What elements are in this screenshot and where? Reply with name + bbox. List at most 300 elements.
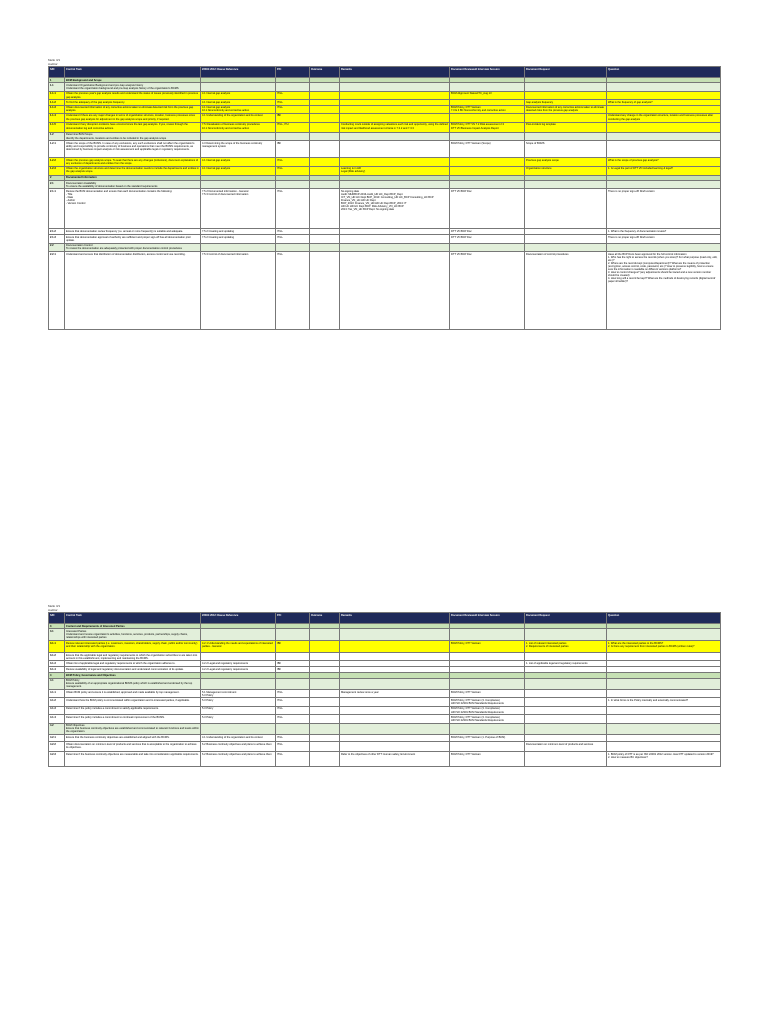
cell-control-task: Understand Organization Background and pre-Gap analysis history Understand the organization background and pre-Gap analysis history of the organization's BCMS bbox=[65, 83, 201, 91]
cell-control-task: BCM Policy, Governance and Objectives bbox=[65, 673, 201, 678]
cell-document-request: Documentation of control procedures bbox=[525, 252, 607, 330]
cell-remarks: Management review once a year bbox=[340, 690, 450, 698]
cell-sn: 4 bbox=[49, 673, 65, 678]
cell-outcome bbox=[310, 629, 340, 640]
cell-remarks bbox=[340, 180, 450, 188]
cell-control-task: Obtain list of applicable legal and regulatory requirements to which the organization adheres to. bbox=[65, 661, 201, 667]
table-row bbox=[49, 723, 721, 734]
cell-document-request bbox=[525, 723, 607, 734]
cell-document-reviewed bbox=[450, 132, 525, 140]
cell-clause-reference: 5.3 Policy bbox=[201, 698, 276, 706]
cell-remarks bbox=[340, 723, 450, 734]
cell-question bbox=[607, 678, 721, 689]
cell-sn: 4.1 bbox=[49, 678, 65, 689]
cell-pc bbox=[276, 629, 310, 640]
table-row bbox=[49, 678, 721, 689]
cell-question bbox=[607, 141, 721, 158]
cell-clause-reference: 7.5.2 Documented information - General 7.5.3 Control of documented information bbox=[201, 189, 276, 229]
cell-outcome bbox=[310, 180, 340, 188]
cell-remarks: Conducting mock outside of assigning valuations each risk and opportunity, using the defined risk impact and likelihood assessment criteria in 7.3.2 and 7.3.3 bbox=[340, 122, 450, 132]
table-header-row bbox=[49, 67, 721, 78]
cell-pc: IT/LL bbox=[276, 690, 310, 698]
cell-remarks bbox=[340, 706, 450, 714]
cell-remarks bbox=[340, 83, 450, 91]
cell-sn: 3.1.1 bbox=[49, 640, 65, 652]
table-row bbox=[49, 189, 721, 229]
table-row bbox=[49, 715, 721, 723]
cell-clause-reference: 4.1 Internal gap analysis bbox=[201, 91, 276, 99]
cell-control-task: Obtain documented information of any corrective actions taken to eliminate detected risk from the previous gap analysis. bbox=[65, 105, 201, 113]
table-row bbox=[49, 629, 721, 640]
cell-pc: IBF bbox=[276, 141, 310, 158]
cell-sn: 1.1.2 bbox=[49, 100, 65, 105]
cell-clause-reference: 4.2.1 Understanding the needs and expectations of interested parties - General bbox=[201, 640, 276, 652]
cell-outcome bbox=[310, 83, 340, 91]
cell-document-request bbox=[525, 652, 607, 660]
cell-sn: 1.2 bbox=[49, 132, 65, 140]
cell-control-task: Review availability of legal and regulatory documentation and understand communication of its update. bbox=[65, 667, 201, 673]
cell-document-request: Documentation on minimum level of products and services bbox=[525, 742, 607, 752]
cell-sn: 3.1.2 bbox=[49, 652, 65, 660]
cell-document-reviewed: BCM Policy, DTT Vietnam (3. Compliance) HR ISO 22301 BCM Standards Requirements bbox=[450, 706, 525, 714]
cell-document-request bbox=[525, 235, 607, 243]
cell-document-reviewed bbox=[450, 166, 525, 175]
cell-control-task: Obtain the organization structure and determine the documentation needs to include the departments and entities in the gap analysis scope. bbox=[66, 167, 199, 174]
cell-question bbox=[607, 105, 721, 113]
cell-remarks bbox=[340, 742, 450, 752]
cell-question bbox=[607, 690, 721, 698]
cell-outcome bbox=[310, 752, 340, 767]
cell-outcome bbox=[310, 742, 340, 752]
cell-sn: 4.1.4 bbox=[49, 715, 65, 723]
table-row bbox=[49, 83, 721, 91]
cell-document-request bbox=[525, 706, 607, 714]
cell-document-request bbox=[525, 243, 607, 251]
column-header-control-task: Control Task bbox=[65, 613, 201, 624]
cell-clause-reference: 6.2 Business continuity objectives and plans to achieve them bbox=[201, 742, 276, 752]
cell-pc: IT/LL bbox=[276, 706, 310, 714]
cell-pc: IT/LL, ITH bbox=[276, 122, 310, 132]
cell-pc: IT/LL bbox=[276, 229, 310, 235]
cell-control-task: Interested Parties Understand and review organization's activities, functions, services, products, partnerships, supply chains, relationships with interested parties bbox=[65, 629, 201, 640]
cell-question: There is no proper sign-off/ Draft version bbox=[607, 235, 721, 243]
cell-document-request bbox=[525, 629, 607, 640]
cell-remarks bbox=[340, 698, 450, 706]
cell-clause-reference bbox=[201, 678, 276, 689]
cell-control-task: Understand if there are any major changes in terms of organization structure, location, business processes since the previous gap analysis for adjustment in the gap analysis scope and priority, if required. bbox=[65, 113, 201, 122]
cell-control-task: BCM Background and Scope bbox=[65, 78, 201, 83]
cell-pc bbox=[276, 652, 310, 660]
cell-document-request bbox=[525, 91, 607, 99]
column-header-control-task: Control Task bbox=[65, 67, 201, 78]
cell-control-task: Documentation Availability To ensure the availability of documentation based on the standard requirements bbox=[65, 180, 201, 188]
cell-document-reviewed: BCM Policy, DTT Vietnam (3. Compliance) HR ISO 22301 BCM Standards Requirements bbox=[450, 715, 525, 723]
cell-document-reviewed: DTT VN BCP Doc bbox=[450, 229, 525, 235]
cell-document-request bbox=[525, 715, 607, 723]
cell-clause-reference bbox=[201, 132, 276, 140]
cell-clause-reference: 6.2 Business continuity objectives and plans to achieve them bbox=[201, 752, 276, 767]
cell-remarks bbox=[340, 629, 450, 640]
cell-question bbox=[607, 132, 721, 140]
cell-remarks bbox=[340, 640, 450, 652]
cell-document-reviewed bbox=[450, 742, 525, 752]
cell-sn: 1.1 bbox=[49, 83, 65, 91]
cell-document-request: Organization structure bbox=[525, 166, 607, 175]
cell-clause-reference: 4.1 Internal gap analysis 10.1 Nonconformity and corrective action bbox=[201, 105, 276, 113]
column-header-document-request: Document Request bbox=[525, 613, 607, 624]
cell-sn: 2.1.2 bbox=[49, 229, 65, 235]
cell-sn: 2.1 bbox=[49, 180, 65, 188]
cell-remarks bbox=[340, 235, 450, 243]
page-1-meta bbox=[48, 58, 720, 66]
cell-sn: 4.2.2 bbox=[49, 742, 65, 752]
cell-sn: 1.1.5 bbox=[49, 122, 65, 132]
cell-outcome bbox=[310, 698, 340, 706]
cell-control-task: Understand how the BCM policy is communicated within organization and to interested parties, if applicable. bbox=[65, 698, 201, 706]
cell-clause-reference: 4.1 Understanding of the organization and its context bbox=[201, 113, 276, 122]
cell-outcome bbox=[310, 652, 340, 660]
cell-question: Understand any change in the organization structure, location and business processes after conducting the gap analysis bbox=[607, 113, 721, 122]
cell-pc: IBF bbox=[276, 661, 310, 667]
column-header-clause-reference: 22301:2012 Clause Reference bbox=[201, 67, 276, 78]
cell-document-request: Documented information of any corrective actions taken to eliminate detected risks from the previous gap analysis bbox=[525, 105, 607, 113]
table-row bbox=[49, 690, 721, 698]
cell-control-task: Review relevant interested parties (i.e. customers, investors, shareholders, supply chain, public and/or community) and their relationship with the organization. bbox=[65, 640, 201, 652]
cell-clause-reference: 4.1 Understanding of the organization and its context bbox=[201, 735, 276, 742]
cell-clause-reference bbox=[201, 652, 276, 660]
cell-outcome bbox=[310, 158, 340, 166]
cell-sn: 3 bbox=[49, 624, 65, 629]
cell-outcome bbox=[310, 141, 340, 158]
cell-control-task: Documentation Control To review the documentation are adequately protected with proper documentation control procedures bbox=[65, 243, 201, 251]
cell-question: 1. Is Legal the part of DTT VN included learning & legal? bbox=[607, 166, 721, 175]
table-row bbox=[49, 252, 721, 330]
cell-clause-reference: 5.1 Management commitment 5.3 Policy bbox=[201, 690, 276, 698]
cell-sn: 4.1.2 bbox=[49, 698, 65, 706]
column-header-remarks: Remarks bbox=[340, 613, 450, 624]
cell-question bbox=[607, 706, 721, 714]
table-row bbox=[49, 113, 721, 122]
table-header-row bbox=[49, 613, 721, 624]
cell-document-request: Previous gap analysis scope bbox=[525, 158, 607, 166]
page-2-meta bbox=[48, 604, 720, 612]
cell-document-reviewed: BCM Policy, DTT Vietnam (3. Compliance) HR ISO 22301 BCM Standards Requirements bbox=[450, 698, 525, 706]
cell-document-request bbox=[525, 690, 607, 698]
sheet-page-2 bbox=[48, 604, 720, 767]
cell-clause-reference: 4.1 Internal gap analysis bbox=[201, 166, 276, 175]
cell-document-request: Gap analysis frequency bbox=[525, 100, 607, 105]
cell-question bbox=[607, 243, 721, 251]
cell-question bbox=[607, 715, 721, 723]
cell-outcome bbox=[310, 189, 340, 229]
column-header-question: Question bbox=[607, 67, 721, 78]
cell-outcome bbox=[310, 166, 340, 175]
table-row bbox=[49, 166, 721, 175]
cell-question: 1. What is the frequency of documentation review? bbox=[607, 229, 721, 235]
cell-document-request bbox=[525, 752, 607, 767]
cell-pc: IBF bbox=[276, 667, 310, 673]
cell-pc: IT/LL bbox=[276, 735, 310, 742]
cell-outcome bbox=[310, 706, 340, 714]
table-row bbox=[49, 132, 721, 140]
cell-outcome bbox=[310, 735, 340, 742]
page-1-meta-line-1: Mello 3/1 bbox=[48, 58, 61, 62]
cell-outcome bbox=[310, 132, 340, 140]
cell-control-task: Ensure that the business continuity objectives are established and aligned with the BCMS. bbox=[65, 735, 201, 742]
cell-question bbox=[607, 180, 721, 188]
cell-pc: IT/LL bbox=[276, 698, 310, 706]
column-header-sn: S/N bbox=[49, 67, 65, 78]
cell-clause-reference: 5.3 Policy bbox=[201, 715, 276, 723]
cell-pc: IT/LL bbox=[276, 235, 310, 243]
cell-control-task: Ensure that the applicable legal and regulatory requirements to which the organization subscribes to are taken into account in this establishment, implementing and maintaining the BCMS. bbox=[65, 652, 201, 660]
cell-control-task: Obtain documentation on minimum level of products and services that is acceptable to the organization to achieve its objectives. bbox=[65, 742, 201, 752]
column-header-remarks: Remarks bbox=[340, 67, 450, 78]
cell-document-reviewed: BCM Alignment Status/ITC_Aug 13 bbox=[450, 91, 525, 99]
cell-remarks bbox=[340, 141, 450, 158]
cell-sn: 1 bbox=[49, 78, 65, 83]
cell-control-task: Ensure that documentation review frequency (i.e. annual or more frequently) is suitable and adequate. bbox=[65, 229, 201, 235]
audit-checklist-table-1 bbox=[48, 66, 721, 330]
cell-control-task: Obtain the previous year's gap analysis results and understand the status of issues previously identified in previous gap analysis. bbox=[65, 91, 201, 99]
cell-document-reviewed: BCM Policy, DTT VN 7.2 Risk assessment 2.3 DTT VN Business Impact Analysis Report bbox=[450, 122, 525, 132]
cell-pc: IT/LL bbox=[276, 105, 310, 113]
table-row bbox=[49, 698, 721, 706]
cell-pc: IBF bbox=[276, 640, 310, 652]
cell-remarks bbox=[340, 678, 450, 689]
cell-control-task: Ensure that documentation approval of authority are sufficient and proper sign-off has all documentation prior update. bbox=[65, 235, 201, 243]
column-header-document-request: Document Request bbox=[525, 67, 607, 78]
cell-control-task: BCM Policy Ensure availability of an appropriate organizational BCMS policy which is established and endorsed by the top management. bbox=[65, 678, 201, 689]
cell-pc: IT/LL bbox=[276, 158, 310, 166]
cell-pc: IT/LL bbox=[276, 715, 310, 723]
cell-control-task: To find the adequacy of the gap analysis frequency. bbox=[65, 100, 201, 105]
cell-document-reviewed bbox=[450, 180, 525, 188]
table-row bbox=[49, 735, 721, 742]
cell-remarks: Learning is in HR Legal (Risk advisory) bbox=[340, 166, 450, 175]
cell-clause-reference bbox=[201, 629, 276, 640]
cell-outcome bbox=[310, 91, 340, 99]
column-header-outcome: Outcome bbox=[310, 613, 340, 624]
cell-pc: IBF bbox=[276, 113, 310, 122]
cell-question: Have all the BCP Docs been approved for the full control information 1. Who has the right to access the records (when you store)? For what purpose (read only, edit, etc.)? 2. Where are the records kept (computer/department)? What are the means of protection (encryption, access control, code, password, etc.)? How to preserve legibility, how to ensure sure the information is readable on different versions platforms? 3. How to control changes? (any adjustments should be traced and a new version number should be created) 4. How long will a record be kept? What are the methods of destroying records (digital record/ paper shredder)? bbox=[607, 252, 721, 330]
cell-sn: 4.1.1 bbox=[49, 690, 65, 698]
cell-remarks bbox=[340, 735, 450, 742]
table-row bbox=[49, 141, 721, 158]
cell-control-task: Documented Information bbox=[65, 175, 201, 180]
cell-sn: 1.2.3 bbox=[49, 166, 65, 175]
cell-control-task: BCM Objectives Ensure that business continuity objectives are established and communicated to relevant functions and levels within the organization. bbox=[66, 724, 199, 734]
cell-document-request: Post-incident log template bbox=[525, 122, 607, 132]
cell-clause-reference bbox=[201, 83, 276, 91]
cell-sn: 2.2.1 bbox=[49, 252, 65, 330]
cell-document-reviewed: BCM Policy, DTT Vietnam (Scope) bbox=[450, 141, 525, 158]
cell-document-request bbox=[525, 180, 607, 188]
cell-sn: 3.1.4 bbox=[49, 667, 65, 673]
page-2-meta-line-2: Auditor: bbox=[48, 608, 59, 612]
cell-remarks bbox=[340, 105, 450, 113]
cell-pc bbox=[276, 180, 310, 188]
cell-outcome bbox=[310, 105, 340, 113]
cell-remarks bbox=[340, 158, 450, 166]
cell-sn: 4.2.3 bbox=[49, 752, 65, 767]
cell-pc: IT/LL bbox=[276, 189, 310, 229]
audit-checklist-table-2 bbox=[48, 612, 721, 767]
cell-outcome bbox=[310, 690, 340, 698]
cell-question: 1. BCM policy of DTT is as per ISO 22301 2012 version. Has DTT updated to version 2019? 2. How to measure BC objectives? bbox=[607, 752, 721, 767]
cell-clause-reference: 4.2.2 Legal and regulatory requirements bbox=[201, 661, 276, 667]
cell-question: 1. What are the interested parties to the BCMS? 2. Is there any requirement from interested parties to BCMS (written rules)? bbox=[607, 640, 721, 652]
cell-question bbox=[607, 91, 721, 99]
cell-outcome bbox=[310, 243, 340, 251]
table-row bbox=[49, 243, 721, 251]
table-row bbox=[49, 742, 721, 752]
table-row bbox=[49, 105, 721, 113]
cell-document-reviewed bbox=[450, 113, 525, 122]
cell-question: What is the frequency of gap analysis? bbox=[607, 100, 721, 105]
table-row bbox=[49, 235, 721, 243]
cell-clause-reference: 7.5.2 Creating and updating bbox=[201, 229, 276, 235]
table-row bbox=[49, 180, 721, 188]
cell-remarks bbox=[340, 652, 450, 660]
cell-document-reviewed: BCM Policy, DTT Vietnam bbox=[450, 690, 525, 698]
cell-outcome bbox=[310, 252, 340, 330]
cell-sn: 1.1.4 bbox=[49, 113, 65, 122]
cell-document-request bbox=[525, 113, 607, 122]
cell-document-request bbox=[525, 83, 607, 91]
cell-pc: IT/LL bbox=[276, 166, 310, 175]
table-row bbox=[49, 652, 721, 660]
cell-pc bbox=[276, 723, 310, 734]
cell-question bbox=[607, 723, 721, 734]
cell-sn: 4.2.1 bbox=[49, 735, 65, 742]
cell-clause-reference: 5.3 Policy bbox=[201, 706, 276, 714]
cell-pc: IT/LL bbox=[276, 100, 310, 105]
cell-outcome bbox=[310, 715, 340, 723]
cell-document-request bbox=[525, 678, 607, 689]
cell-question bbox=[607, 652, 721, 660]
cell-control-task: Determine if the policy includes a commitment to satisfy applicable requirements. bbox=[65, 706, 201, 714]
cell-document-reviewed: DTT VN BCP Doc bbox=[450, 189, 525, 229]
sheet-page-1 bbox=[48, 58, 720, 330]
column-header-outcome: Outcome bbox=[310, 67, 340, 78]
cell-document-reviewed: DTT VN BCP Doc bbox=[450, 235, 525, 243]
cell-document-reviewed: BCM Policy, DTT Vietnam (1. Purpose of BCM) bbox=[450, 735, 525, 742]
cell-control-task: Understand if any disruption incidents have occurred since the last gap analysis. If yes, review through the documentation log and corrective actions. bbox=[65, 122, 201, 132]
cell-document-reviewed bbox=[450, 723, 525, 734]
cell-document-reviewed bbox=[450, 652, 525, 660]
table-row bbox=[49, 706, 721, 714]
cell-clause-reference bbox=[201, 723, 276, 734]
column-header-pc: P/C bbox=[276, 67, 310, 78]
cell-outcome bbox=[310, 235, 340, 243]
column-header-document-reviewed: Document Reviewed/ Interview Session bbox=[450, 67, 525, 78]
cell-question bbox=[607, 742, 721, 752]
cell-sn: 2.1.3 bbox=[49, 235, 65, 243]
cell-sn: 3.1.3 bbox=[49, 661, 65, 667]
table-row bbox=[49, 752, 721, 767]
column-header-sn: S/N bbox=[49, 613, 65, 624]
cell-control-task: Determine if the policy includes a commitment to continual improvement of the BCMS. bbox=[65, 715, 201, 723]
cell-document-reviewed bbox=[450, 83, 525, 91]
cell-document-reviewed: DTT VN BCP Doc bbox=[450, 252, 525, 330]
cell-control-task: Context and Requirements of Interested Parties bbox=[65, 624, 201, 629]
cell-outcome bbox=[310, 723, 340, 734]
cell-clause-reference: 7.5.3 Evaluation of business continuity procedures 10.1 Nonconformity and corrective action bbox=[201, 122, 276, 132]
cell-clause-reference: 4.1 Internal gap analysis bbox=[201, 100, 276, 105]
cell-document-reviewed bbox=[450, 678, 525, 689]
cell-remarks bbox=[340, 91, 450, 99]
cell-question bbox=[607, 735, 721, 742]
cell-outcome bbox=[310, 678, 340, 689]
cell-control-task: Review the BCM documentation and ensure that each documentation contains the following: - Title - Date - Author - Version Control bbox=[65, 189, 201, 229]
table-row bbox=[49, 122, 721, 132]
cell-clause-reference: 4.3 Determining the scope of the business continuity management system bbox=[201, 141, 276, 158]
cell-remarks bbox=[340, 132, 450, 140]
cell-document-request: Scope of BCMS bbox=[525, 141, 607, 158]
cell-clause-reference: 4.1 Internal gap analysis bbox=[201, 158, 276, 166]
cell-document-reviewed: BCM Policy, DTT Vietnam bbox=[450, 640, 525, 652]
table-row bbox=[49, 91, 721, 99]
cell-clause-reference: 7.5.3 Control of documented information bbox=[201, 252, 276, 330]
cell-remarks: Refer to the objectives of other DTT: Human safety, Environment bbox=[340, 752, 450, 767]
cell-control-task: Obtain the scope of the BCMS. In case of any exclusions, any such exclusions shall not affect the organization's ability and responsibility to provide continuity of business and operations that meet the BCMS requirements, as determined by business impact analysis or risk assessment and applicable legal or regulatory requirements. bbox=[65, 141, 201, 158]
cell-outcome bbox=[310, 113, 340, 122]
cell-sn: 3.1 bbox=[49, 629, 65, 640]
cell-document-reviewed bbox=[450, 629, 525, 640]
cell-remarks bbox=[340, 243, 450, 251]
cell-control-task: Obtain BCM policy and ensure it is established, approved and made available by top management. bbox=[65, 690, 201, 698]
column-header-clause-reference: 22301:2012 Clause Reference bbox=[201, 613, 276, 624]
column-header-question: Question bbox=[607, 613, 721, 624]
cell-remarks bbox=[340, 252, 450, 330]
cell-question bbox=[607, 629, 721, 640]
page-2-meta-line-1: Mello 3/1 bbox=[48, 604, 61, 608]
cell-document-request bbox=[525, 132, 607, 140]
cell-outcome bbox=[310, 122, 340, 132]
cell-clause-reference bbox=[201, 243, 276, 251]
cell-question: What is the scope of previous gap analysis? bbox=[607, 158, 721, 166]
cell-sn: 2 bbox=[49, 175, 65, 180]
cell-control-task: Understand and ensure that distribution of documentation distribution, access control and use recording. bbox=[65, 252, 201, 330]
cell-pc bbox=[276, 132, 310, 140]
cell-pc: IT/LL bbox=[276, 752, 310, 767]
column-header-pc: P/C bbox=[276, 613, 310, 624]
cell-sn: 4.2 bbox=[49, 723, 65, 734]
cell-question: There is no proper sign-off/ Draft version bbox=[607, 189, 721, 229]
cell-sn: 4.1.3 bbox=[49, 706, 65, 714]
cell-sn: 1.2.2 bbox=[49, 158, 65, 166]
cell-pc: IT/LL bbox=[276, 252, 310, 330]
cell-document-request bbox=[525, 189, 607, 229]
cell-pc: IT/LL bbox=[276, 91, 310, 99]
cell-document-request bbox=[525, 698, 607, 706]
cell-remarks: No signing date Audit: MHDBCP-2013-Audit_HD HC_Dept BCP_Dept ICT_VN_HD HC Dept BCP_2013: Consulting_HD HC_BCP Consulting_HC BCP Finance_VN_HC HD HC Dept BCP_2013: Finance_VN_HD HD HC Dept BCP_2013: IT HD HC HD HC Dept BCP: Risk Advisory_VN_HC BCP 2013: Tax_VN_HC BCP Dept: No signing date bbox=[340, 189, 450, 229]
table-row bbox=[49, 640, 721, 652]
cell-pc: IT/LL bbox=[276, 742, 310, 752]
cell-control-task: Determine BCM Scope Identify the departments, locations and entities to be included in the gap analysis scope bbox=[65, 132, 201, 140]
cell-sn: 1.1.3 bbox=[49, 105, 65, 113]
cell-document-request: 1. List of relevant interested parties 2. Requirements of interested parties bbox=[525, 640, 607, 652]
cell-clause-reference: 7.5.2 Creating and updating bbox=[201, 235, 276, 243]
cell-pc bbox=[276, 243, 310, 251]
cell-document-request: 1. List of applicable legal and regulatory requirements bbox=[525, 661, 607, 667]
cell-remarks bbox=[340, 113, 450, 122]
cell-document-reviewed bbox=[450, 158, 525, 166]
cell-clause-reference bbox=[201, 180, 276, 188]
cell-document-reviewed: BCM Policy, DTT Vietnam bbox=[450, 752, 525, 767]
cell-outcome bbox=[310, 640, 340, 652]
